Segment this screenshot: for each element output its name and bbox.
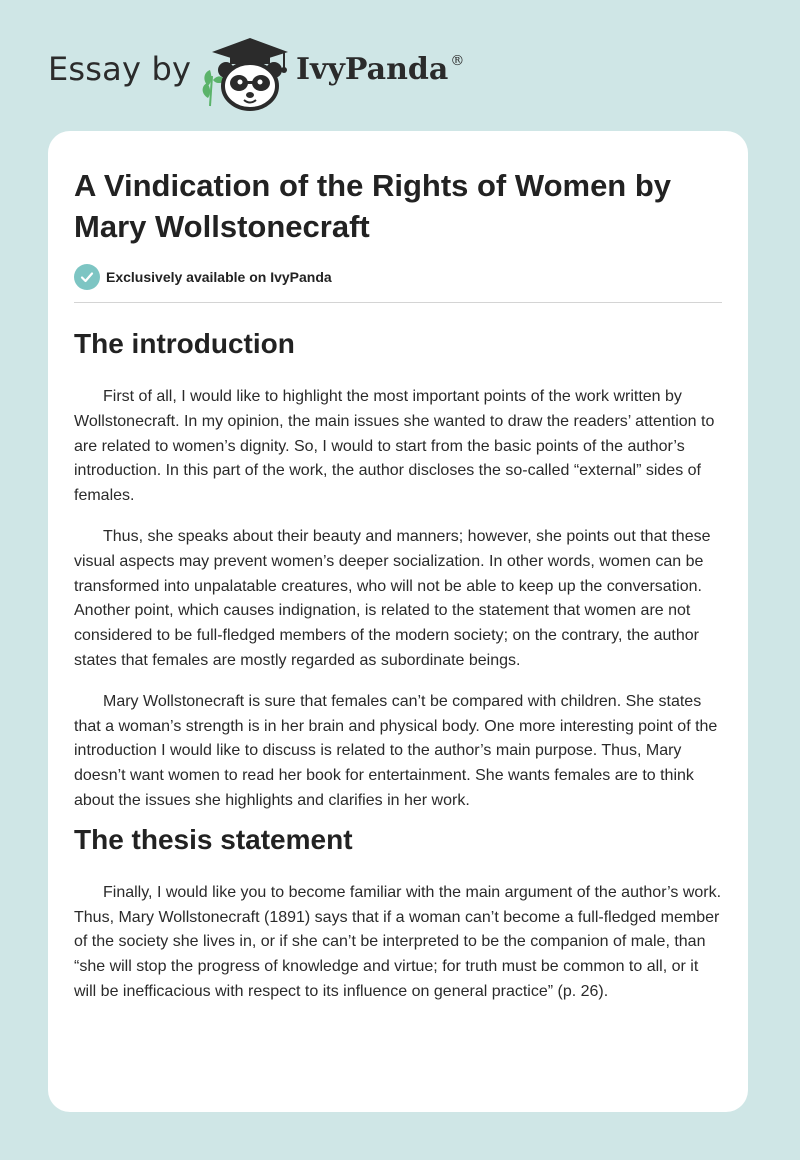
brand-name: IvyPanda ® [296,52,465,87]
registered-mark: ® [450,53,465,69]
panda-logo-icon [200,36,292,112]
exclusive-badge-label: Exclusively available on IvyPanda [106,269,332,285]
paragraph: Mary Wollstonecraft is sure that females can’t be compared with children. She states that a woman’s strength is in her brain and physical body. One more interesting point of the introduction I would like to discuss is related to the author’s main purpose. Thus, Mary doesn’t want women to read her book for entertainment. She wants females are to think about the issues she highlights and clarifies in her work. [74,692,718,809]
divider [74,302,722,303]
page-title: A Vindication of the Rights of Women by Mary Wollstonecraft [74,168,672,244]
exclusive-badge [74,264,332,290]
paragraph: Finally, I would like you to become familiar with the main argument of the author’s work. Thus, Mary Wollstonecraft (1891) says that if a woman can’t become a full-fledged member of the society she lives in, or if she can’t be interpreted to be the companion of male, than “she will stop the progress of knowledge and virtue; for truth must be common to all, or it will be inefficacious with respect to its influence on general practice” (p. 26). [74,883,722,1000]
essay-body [74,324,724,1005]
paragraph: Thus, she speaks about their beauty and manners; however, she points out that these visual aspects may prevent women’s deeper socialization. In other words, women can be transformed into unpalatable creatures, who will not be able to keep up the conversation. Another point, which causes indignation, is related to the statement that women are not considered to be full-fledged members of the modern society; on the contrary, the author states that females are mostly regarded as subordinate beings. [74,527,711,669]
check-circle-icon [74,264,100,290]
essay-card [48,131,748,1112]
section-heading-thesis: The thesis statement [74,823,353,855]
site-header [0,0,800,128]
paragraph: First of all, I would like to highlight the most important points of the work written by Wollstonecraft. In my opinion, the main issues she wanted to draw the readers’ attention to are related to women’s dignity. So, I would to start from the basic points of the author’s introduction. In this part of the work, the author discloses the so-called “external” sides of females. [74,388,715,505]
essay-by-label: Essay by [48,50,192,88]
section-heading-introduction: The introduction [74,328,295,359]
